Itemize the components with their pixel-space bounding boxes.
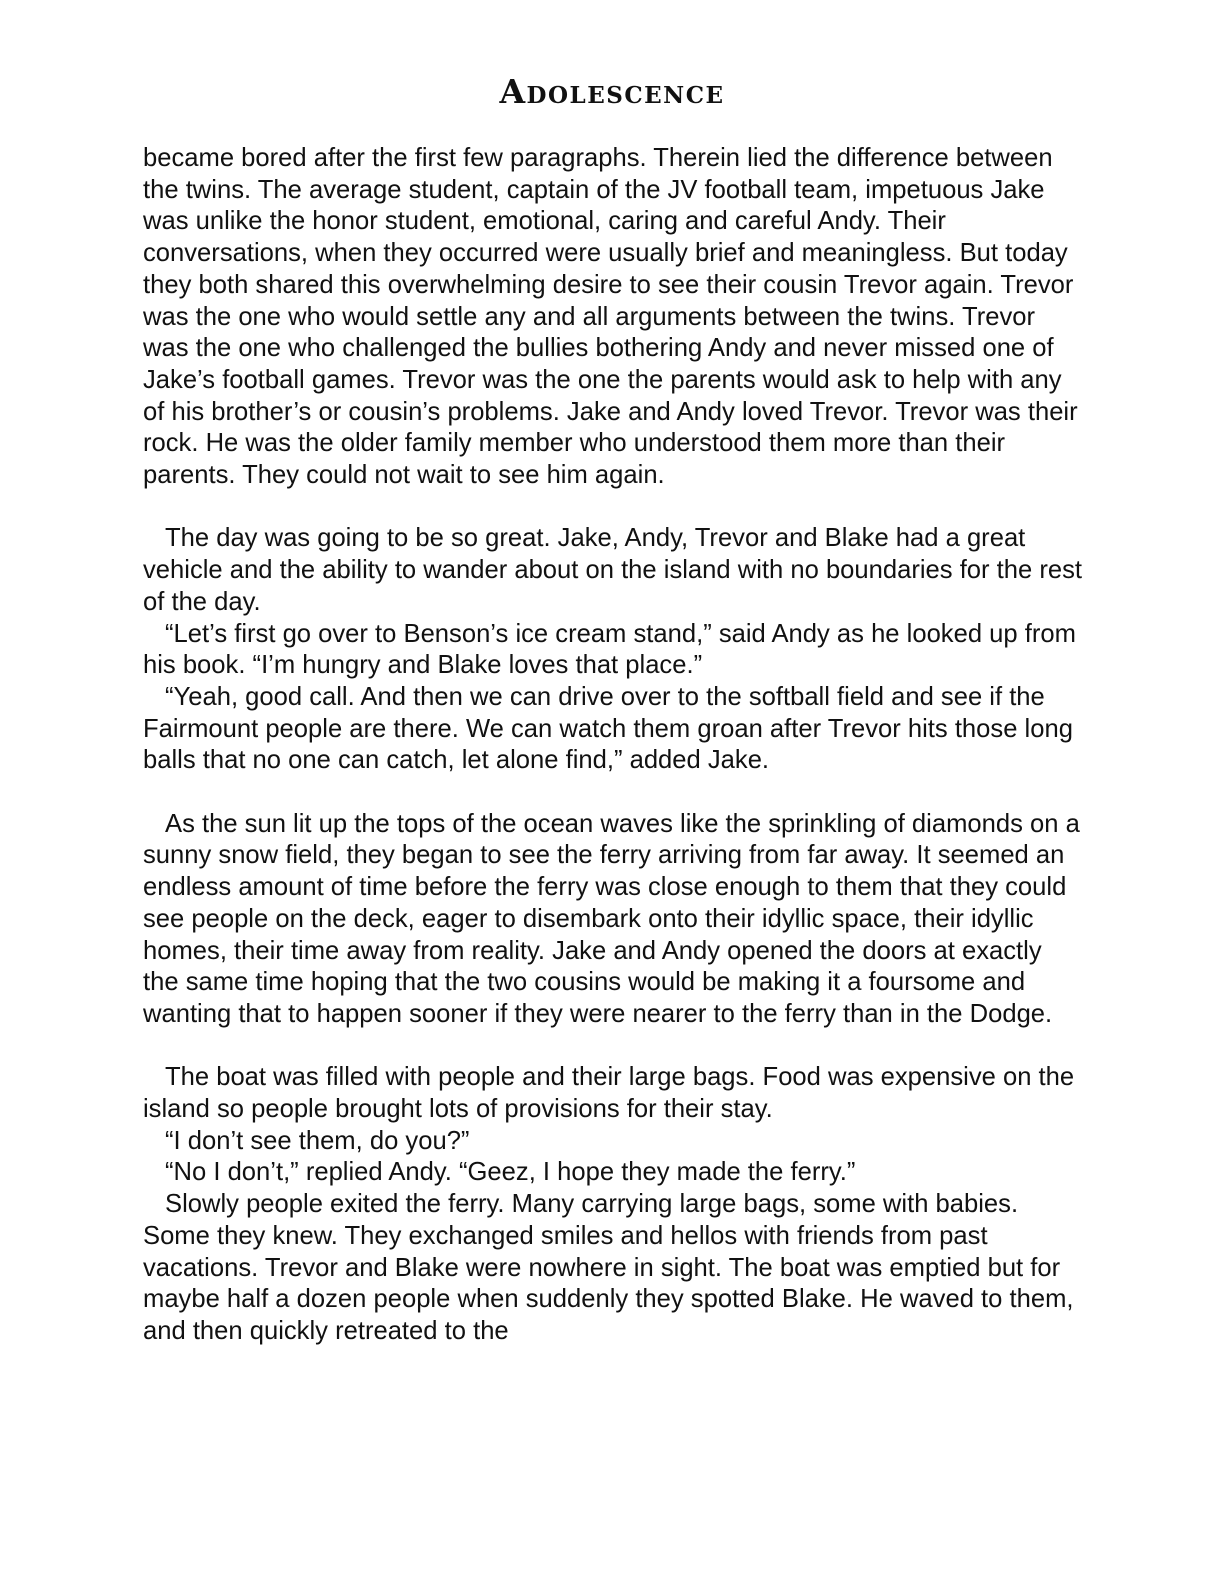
paragraph-3: “Let’s first go over to Benson’s ice cream stand,” said Andy as he looked up from his book. “I’m hungry and Blake loves that place.” <box>143 619 1076 680</box>
paragraph-4: “Yeah, good call. And then we can drive over to the softball field and see if the Fairmount people are there. We can watch them groan after Trevor hits those long balls that no one can catch, let alone find,” added Jake. <box>143 682 1073 775</box>
paragraph-6: The boat was filled with people and their large bags. Food was expensive on the island so people brought lots of provisions for their stay. <box>143 1063 1075 1124</box>
body-text <box>143 143 1083 1348</box>
paragraph-9: Slowly people exited the ferry. Many carrying large bags, some with babies. Some they knew. They exchanged smiles and hellos with friends from past vacations. Trevor and Blake were nowhere in sight. The boat was emptied but for maybe half a dozen people when suddenly they spotted Blake. He waved to them, and then quickly retreated to the <box>143 1190 1074 1345</box>
paragraph-7: “I don’t see them, do you?” <box>165 1126 470 1155</box>
page-title: Adolescence <box>499 72 725 111</box>
paragraph-8: “No I don’t,” replied Andy. “Geez, I hope they made the ferry.” <box>165 1158 856 1187</box>
paragraph-5: As the sun lit up the tops of the ocean waves like the sprinkling of diamonds on a sunny snow field, they began to see the ferry arriving from far away. It seemed an endless amount of time before the ferry was close enough to them that they could see people on the deck, eager to disembark onto their idyllic space, their idyllic homes, their time away from reality. Jake and Andy opened the doors at exactly the same time hoping that the two cousins would be making it a foursome and wanting that to happen sooner if they were nearer to the ferry than in the Dodge. <box>143 809 1080 1028</box>
paragraph-2: The day was going to be so great. Jake, Andy, Trevor and Blake had a great vehicle and the ability to wander about on the island with no boundaries for the rest of the day. <box>143 524 1083 616</box>
paragraph-1: became bored after the first few paragraphs. Therein lied the difference between the twins. The average student, captain of the JV football team, impetuous Jake was unlike the honor student, emotional, caring and careful Andy. Their conversations, when they occurred were usually brief and meaningless. But today they both shared this overwhelming desire to see their cousin Trevor again. Trevor was the one who would settle any and all arguments between the twins. Trevor was the one who challenged the bullies bothering Andy and never missed one of Jake’s football games. Trevor was the one the parents would ask to help with any of his brother’s or cousin’s problems. Jake and Andy loved Trevor. Trevor was their rock. He was the older family member who understood them more than their parents. They could not wait to see him again. <box>143 144 1078 490</box>
